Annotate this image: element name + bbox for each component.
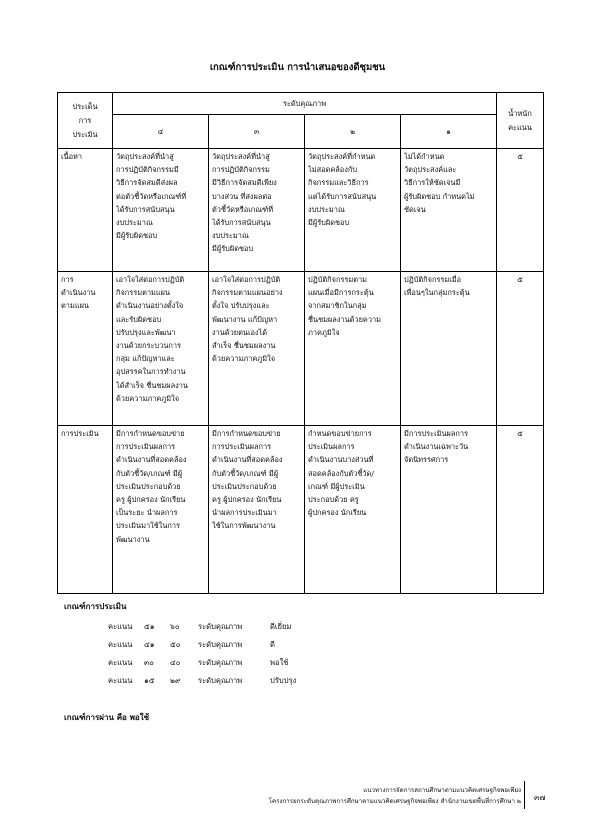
score-min: ๔๑ <box>144 640 155 649</box>
level-word: ระดับคุณภาพ <box>198 622 243 631</box>
score-max: ๕๐ <box>170 640 181 649</box>
level-cell: วัตถุประสงค์ที่กำหนด ไม่สอดคล้องกับ กิจกรรมและวิธีการ แต่ได้รับการสนับสนุน งบประมาณ มีผู้รับผิดชอบ <box>305 149 401 272</box>
level-cell: ไม่ได้กำหนด วัตถุประสงค์และ วิธีการให้ชัดเจนมี ผู้รับผิดชอบ กำหนดไม่ ชัดเจน <box>401 149 497 272</box>
score-min: ๕๑ <box>144 622 155 631</box>
footer-line-2: โครงการยกระดับคุณภาพการศึกษาตามแนวคิดเศรษฐกิจพอเพียง สำนักงานเขตพื้นที่การศึกษา ๒ <box>268 798 521 805</box>
footer-divider <box>524 781 525 809</box>
level-cell: วัตถุประสงค์ที่นำสู่ การปฏิบัติกิจกรรมมี วิธีการจัดสมดีส่งผล ต่อตัวชี้วัดหรือเกณฑ์ที่ ได้รับการสนับสนุน งบประมาณ มีผู้รับผิดชอบ <box>113 149 209 272</box>
level-name: ดี <box>270 640 275 649</box>
level-cell: กำหนดขอบข่ายการ ประเมินผลการ ดำเนินงานบางส่วนที่ สอดคล้องกับตัวชี้วัด/ เกณฑ์ มีผู้ประเมิน ประกอบด้วย ครู ผู้ปกครอง นักเรียน <box>305 426 401 594</box>
criteria-row <box>108 654 330 672</box>
criteria-row <box>108 636 330 654</box>
row-weight: ๕ <box>497 272 544 426</box>
score-word: คะแนน <box>108 676 133 685</box>
pass-criterion: เกณฑ์การผ่าน คือ พอใช้ <box>64 713 150 722</box>
header-item: ประเด็น การ ประเมิน <box>58 93 113 149</box>
criteria-title: เกณฑ์การประเมิน <box>64 602 127 611</box>
criteria-row <box>108 672 330 690</box>
footer-text <box>269 785 521 807</box>
row-weight: ๕ <box>497 149 544 272</box>
level-word: ระดับคุณภาพ <box>198 658 243 667</box>
score-word: คะแนน <box>108 640 133 649</box>
row-item: การ ดำเนินงาน ตามแผน <box>58 272 113 426</box>
page-title: เกณฑ์การประเมิน การนำเสนอของดีชุมชน <box>209 62 386 73</box>
table-row <box>58 426 544 594</box>
level-cell: วัตถุประสงค์ที่นำสู่ การปฏิบัติกิจกรรม มีวิธีการจัดสมดีเพียง บางส่วน ที่ส่งผลต่อ ตัวชี้วัดหรือเกณฑ์ที่ ได้รับการสนับสนุน งบประมาณ มีผู้รับผิดชอบ <box>209 149 305 272</box>
level-cell: มีการกำหนดขอบข่าย การประเมินผลการ ดำเนินงานที่สอดคล้อง กับตัวชี้วัด/เกณฑ์ มีผู้ ประเมินประกอบด้วย ครู ผู้ปกครอง นักเรียน นำผลการประเมินมา ใช้ในการพัฒนางาน <box>209 426 305 594</box>
header-weight: น้ำหนัก คะแนน <box>497 93 544 149</box>
footer-line-1: แนวทางการจัดการสถานศึกษาตามแนวคิดเศรษฐกิจพอเพียง <box>363 787 521 794</box>
level-cell: เอาใจใส่ต่อการปฏิบัติ กิจกรรมตามแผน ดำเนินงานอย่างตั้งใจ และรับผิดชอบ ปรับปรุงและพัฒนา งานด้วยกระบวนการ กลุ่ม แก้ปัญหาและ อุปสรรคในการทำงาน ได้สำเร็จ ชื่นชมผลงาน ด้วยความภาคภูมิใจ <box>113 272 209 426</box>
level-name: พอใช้ <box>270 658 289 667</box>
level-cell: เอาใจใส่ต่อการปฏิบัติ กิจกรรมตามแผนอย่าง ตั้งใจ ปรับปรุงและ พัฒนางาน แก้ปัญหา งานด้วยตนเองได้ สำเร็จ ชื่นชมผลงาน ด้วยความภาคภูมิใจ <box>209 272 305 426</box>
level-cell: มีการประเมินผลการ ดำเนินงานเฉพาะวัน จัดนิทรรศการ <box>401 426 497 594</box>
header-level-3: ๓ <box>209 115 305 149</box>
row-weight: ๕ <box>497 426 544 594</box>
score-min: ๓๐ <box>144 658 154 667</box>
page-number: ๓๗ <box>534 793 546 802</box>
level-word: ระดับคุณภาพ <box>198 640 243 649</box>
level-cell: ปฏิบัติกิจกรรมเมื่อ เพื่อนๆในกลุ่มกระตุ้น <box>401 272 497 426</box>
table-row <box>58 272 544 426</box>
score-word: คะแนน <box>108 622 133 631</box>
header-level: ระดับคุณภาพ <box>113 93 497 115</box>
score-max: ๖๐ <box>170 622 180 631</box>
score-word: คะแนน <box>108 658 133 667</box>
criteria-row <box>108 618 330 636</box>
table-row <box>58 149 544 272</box>
level-word: ระดับคุณภาพ <box>198 676 243 685</box>
level-name: ปรับปรุง <box>270 676 297 685</box>
criteria-list <box>108 618 330 690</box>
level-cell: ปฏิบัติกิจกรรมตาม แผนเมื่อมีการกระตุ้น จากสมาชิกในกลุ่ม ชื่นชมผลงานด้วยความ ภาคภูมิใจ <box>305 272 401 426</box>
rubric-table <box>57 92 544 594</box>
level-cell: มีการกำหนดขอบข่าย การประเมินผลการ ดำเนินงานที่สอดคล้อง กับตัวชี้วัด/เกณฑ์ มีผู้ ประเมินประกอบด้วย ครู ผู้ปกครอง นักเรียน เป็นระยะ นำผลการ ประเมินมาใช้ในการ พัฒนางาน <box>113 426 209 594</box>
header-level-1: ๑ <box>401 115 497 149</box>
level-name: ดีเยี่ยม <box>270 622 292 631</box>
score-max: ๔๐ <box>170 658 181 667</box>
score-max: ๒๙ <box>170 676 181 685</box>
header-level-2: ๒ <box>305 115 401 149</box>
row-item: การประเมิน <box>58 426 113 594</box>
header-level-4: ๔ <box>113 115 209 149</box>
row-item: เนื้อหา <box>58 149 113 272</box>
score-min: ๑๕ <box>144 676 155 685</box>
